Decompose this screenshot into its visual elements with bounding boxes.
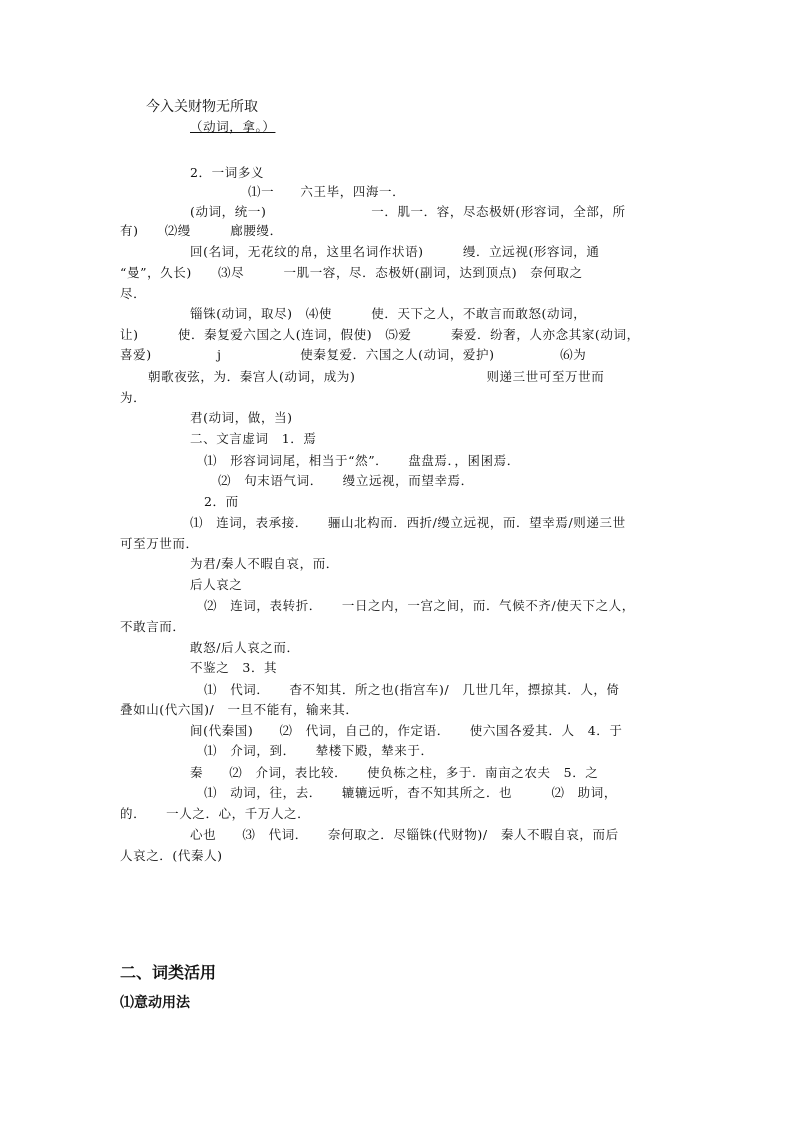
body-line: ⑴ 动词，往，去． 辘辘远听，杳不知其所之．也 ⑵ 助词， bbox=[204, 785, 617, 800]
body-line: 让) 使．秦复爱六国之人(连词，假使) ⑸爱 秦爱．纷奢，人亦念其家(动词， bbox=[120, 327, 640, 342]
body-line: 人哀之．(代秦人) bbox=[120, 848, 223, 863]
body-line: 的． 一人之．心，千万人之． bbox=[120, 806, 311, 821]
body-line: 2．一词多义 bbox=[190, 165, 265, 180]
body-line: 秦 ⑵ 介词，表比较． 使负栋之柱，多于．南亩之农夫 5．之 bbox=[190, 765, 599, 780]
body-line: 君(动词，做，当) bbox=[190, 410, 293, 425]
body-line: 有) ⑵缦 廊腰缦． bbox=[120, 223, 283, 238]
body-line: 回(名词，无花纹的帛，这里名词作状语) 缦．立远视(形容词，通 bbox=[190, 244, 600, 259]
body-line: 为君/秦人不暇自哀，而． bbox=[190, 556, 339, 571]
body-line: 叠如山(代六国)/ 一旦不能有，输来其． bbox=[120, 702, 359, 717]
body-line: 二、文言虚词 1．焉 bbox=[190, 431, 317, 446]
body-line: 朝歌夜弦，为．秦宫人(动词，成为) 则递三世可至万世而 bbox=[148, 369, 605, 384]
body-line: 心也 ⑶ 代词． 奈何取之．尽锱铢(代财物)/ 秦人不暇自哀，而后 bbox=[190, 827, 619, 842]
body-line: 喜爱) j 使秦复爱．六国之人(动词，爱护) ⑹为 bbox=[120, 347, 587, 362]
header-line: 今入关财物无所取 bbox=[146, 99, 258, 115]
body-line: 为． bbox=[120, 390, 147, 405]
header-note: （动词，拿。） bbox=[190, 119, 276, 134]
body-line: ⑴ 形容词词尾，相当于“然”． 盘盘焉．，囷囷焉． bbox=[204, 453, 520, 468]
body-line: 不敢言而． bbox=[120, 619, 186, 634]
body-line: ⑵ 连词，表转折． 一日之内，一宫之间，而．气候不齐/使天下之人， bbox=[204, 598, 635, 613]
body-line: 不鉴之 3．其 bbox=[190, 660, 278, 675]
body-line: 后人哀之 bbox=[190, 577, 243, 592]
section-heading: 二、词类活用 bbox=[120, 963, 217, 982]
body-line: ⑴ 代词． 杳不知其．所之也(指宫车)/ 几世几年，摽掠其．人，倚 bbox=[204, 682, 620, 697]
body-line: 可至万世而． bbox=[120, 536, 199, 551]
body-line: (动词，统一) 一．肌一．容，尽态极妍(形容词，全部，所 bbox=[190, 204, 626, 219]
body-line: ⑴ 介词，到． 辇楼下殿，辇来于． bbox=[204, 743, 434, 758]
body-line: 锱铢(动词，取尽) ⑷使 使．天下之人，不敢言而敢怒(动词， bbox=[190, 306, 587, 321]
sub-heading: ⑴意动用法 bbox=[120, 995, 190, 1011]
body-line: 敢怒/后人哀之而． bbox=[190, 640, 300, 655]
body-line: 间(代秦国) ⑵ 代词，自己的，作定语． 使六国各爱其．人 4．于 bbox=[190, 723, 623, 738]
body-line: 尽． bbox=[120, 286, 147, 301]
body-line: ⑴一 六王毕，四海一． bbox=[248, 184, 406, 199]
body-line: 2．而 bbox=[204, 494, 239, 509]
body-line: “曼”，久长) ⑶尽 一肌一容，尽．态极妍(副词，达到顶点) 奈何取之 bbox=[120, 265, 583, 280]
body-line: ⑴ 连词，表承接． 骊山北构而．西折/缦立远视，而．望幸焉/则递三世 bbox=[190, 515, 626, 530]
body-line: ⑵ 句末语气词． 缦立远视，而望幸焉． bbox=[218, 473, 474, 488]
